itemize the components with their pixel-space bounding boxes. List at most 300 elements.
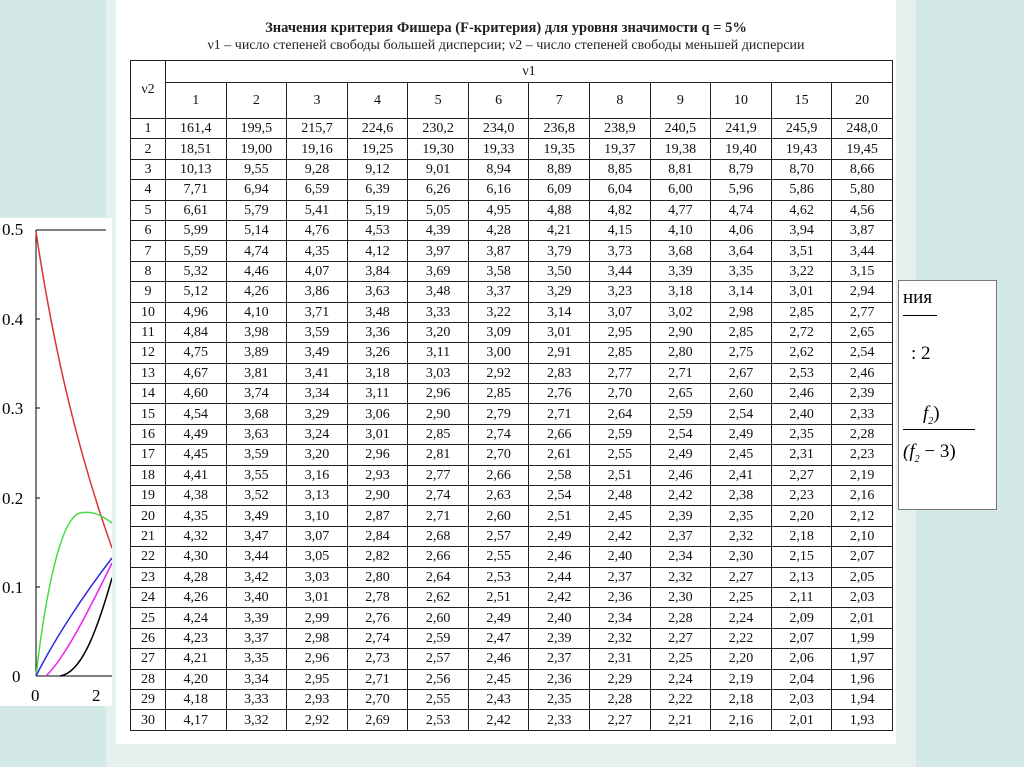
table-cell: 2,77 (832, 302, 893, 322)
table-cell: 4,74 (711, 200, 772, 220)
table-cell: 2,16 (832, 486, 893, 506)
table-cell: 5,05 (408, 200, 469, 220)
table-cell: 2,95 (590, 322, 651, 342)
table-cell: 4,06 (711, 220, 772, 240)
table-cell: 3,16 (287, 465, 348, 485)
table-cell: 8,81 (650, 159, 711, 179)
table-cell: 2,81 (408, 445, 469, 465)
table-cell: 19,00 (226, 139, 287, 159)
table-cell: 4,75 (166, 343, 227, 363)
table-cell: 2,74 (347, 628, 408, 648)
table-cell: 5,86 (771, 180, 832, 200)
header-row-v1 (131, 61, 893, 83)
table-cell: 2,95 (287, 669, 348, 689)
table-row (131, 139, 893, 159)
table-cell: 5,41 (287, 200, 348, 220)
table-cell: 19,35 (529, 139, 590, 159)
table-cell: 2,13 (771, 567, 832, 587)
table-cell: 3,86 (287, 282, 348, 302)
table-cell: 2,60 (711, 384, 772, 404)
table-row (131, 384, 893, 404)
table-cell: 2,91 (529, 343, 590, 363)
row-header-cell: 2 (131, 139, 166, 159)
table-cell: 9,01 (408, 159, 469, 179)
v2-header-cell: ν2 (131, 61, 166, 119)
table-cell: 3,01 (771, 282, 832, 302)
table-cell: 2,54 (711, 404, 772, 424)
table-row (131, 343, 893, 363)
table-cell: 2,54 (529, 486, 590, 506)
table-cell: 2,10 (832, 526, 893, 546)
table-cell: 4,56 (832, 200, 893, 220)
table-cell: 2,37 (590, 567, 651, 587)
table-cell: 1,97 (832, 649, 893, 669)
table-cell: 3,94 (771, 220, 832, 240)
table-row (131, 526, 893, 546)
table-cell: 3,44 (590, 261, 651, 281)
table-cell: 19,30 (408, 139, 469, 159)
table-cell: 3,22 (468, 302, 529, 322)
table-cell: 3,49 (287, 343, 348, 363)
table-cell: 2,71 (347, 669, 408, 689)
table-cell: 215,7 (287, 119, 348, 139)
table-cell: 2,63 (468, 486, 529, 506)
table-cell: 2,98 (287, 628, 348, 648)
row-header-cell: 3 (131, 159, 166, 179)
table-cell: 2,54 (650, 424, 711, 444)
table-cell: 2,42 (468, 710, 529, 730)
table-cell: 2,45 (711, 445, 772, 465)
table-cell: 4,35 (287, 241, 348, 261)
table-cell: 2,03 (832, 587, 893, 607)
table-cell: 5,12 (166, 282, 227, 302)
table-cell: 2,93 (287, 689, 348, 709)
table-cell: 2,69 (347, 710, 408, 730)
table-cell: 2,32 (650, 567, 711, 587)
table-cell: 19,33 (468, 139, 529, 159)
table-cell: 2,28 (832, 424, 893, 444)
table-row (131, 322, 893, 342)
table-cell: 4,54 (166, 404, 227, 424)
table-row (131, 445, 893, 465)
table-cell: 1,96 (832, 669, 893, 689)
table-row (131, 363, 893, 383)
row-header-cell: 5 (131, 200, 166, 220)
table-cell: 4,17 (166, 710, 227, 730)
table-cell: 2,64 (590, 404, 651, 424)
table-cell: 8,94 (468, 159, 529, 179)
table-cell: 2,22 (711, 628, 772, 648)
table-cell: 240,5 (650, 119, 711, 139)
table-cell: 4,82 (590, 200, 651, 220)
row-header-cell: 26 (131, 628, 166, 648)
table-cell: 3,14 (529, 302, 590, 322)
table-cell: 4,74 (226, 241, 287, 261)
table-row (131, 119, 893, 139)
table-cell: 2,24 (711, 608, 772, 628)
table-cell: 2,25 (711, 587, 772, 607)
table-cell: 3,47 (226, 526, 287, 546)
table-cell: 4,10 (650, 220, 711, 240)
table-cell: 3,03 (287, 567, 348, 587)
table-cell: 241,9 (711, 119, 772, 139)
row-header-cell: 7 (131, 241, 166, 261)
table-cell: 3,35 (226, 649, 287, 669)
table-cell: 2,40 (590, 547, 651, 567)
table-cell: 9,55 (226, 159, 287, 179)
formula-heading: ния (903, 287, 933, 308)
table-cell: 2,65 (650, 384, 711, 404)
green-curve (36, 512, 112, 676)
table-cell: 2,11 (771, 587, 832, 607)
table-cell: 2,46 (832, 363, 893, 383)
table-cell: 3,33 (226, 689, 287, 709)
table-cell: 9,28 (287, 159, 348, 179)
table-cell: 2,36 (529, 669, 590, 689)
table-cell: 2,53 (408, 710, 469, 730)
table-cell: 18,51 (166, 139, 227, 159)
plot-svg (0, 218, 112, 706)
table-cell: 2,49 (650, 445, 711, 465)
table-cell: 238,9 (590, 119, 651, 139)
table-cell: 2,33 (529, 710, 590, 730)
table-cell: 2,57 (468, 526, 529, 546)
table-cell: 2,80 (347, 567, 408, 587)
table-cell: 2,68 (408, 526, 469, 546)
table-cell: 3,20 (408, 322, 469, 342)
table-cell: 2,39 (650, 506, 711, 526)
table-cell: 2,31 (590, 649, 651, 669)
row-header-cell: 29 (131, 689, 166, 709)
table-row (131, 669, 893, 689)
table-cell: 4,28 (468, 220, 529, 240)
table-cell: 8,89 (529, 159, 590, 179)
table-row (131, 180, 893, 200)
row-header-cell: 10 (131, 302, 166, 322)
table-cell: 2,19 (832, 465, 893, 485)
table-cell: 6,94 (226, 180, 287, 200)
table-row (131, 567, 893, 587)
table-cell: 5,59 (166, 241, 227, 261)
table-cell: 2,60 (468, 506, 529, 526)
table-cell: 3,10 (287, 506, 348, 526)
table-cell: 2,27 (650, 628, 711, 648)
table-cell: 3,49 (226, 506, 287, 526)
table-cell: 3,41 (287, 363, 348, 383)
table-cell: 2,93 (347, 465, 408, 485)
table-cell: 2,18 (711, 689, 772, 709)
column-header-row (131, 83, 893, 119)
plot-y-tick: 0.2 (2, 489, 24, 508)
table-cell: 3,37 (226, 628, 287, 648)
table-cell: 2,61 (529, 445, 590, 465)
table-cell: 4,96 (166, 302, 227, 322)
table-cell: 2,27 (771, 465, 832, 485)
table-cell: 2,27 (590, 710, 651, 730)
red-curve (36, 232, 112, 548)
table-cell: 4,30 (166, 547, 227, 567)
table-cell: 3,87 (832, 220, 893, 240)
table-cell: 2,49 (711, 424, 772, 444)
formula-denominator-tail: − 3) (919, 441, 956, 462)
table-cell: 3,37 (468, 282, 529, 302)
formula-denominator-sub: 2 (914, 453, 920, 465)
table-cell: 2,62 (408, 587, 469, 607)
table-cell: 3,71 (287, 302, 348, 322)
table-cell: 4,76 (287, 220, 348, 240)
table-cell: 3,63 (226, 424, 287, 444)
table-cell: 4,26 (226, 282, 287, 302)
table-cell: 4,53 (347, 220, 408, 240)
table-cell: 3,11 (408, 343, 469, 363)
table-cell: 19,16 (287, 139, 348, 159)
table-cell: 8,85 (590, 159, 651, 179)
table-cell: 4,60 (166, 384, 227, 404)
table-cell: 3,63 (347, 282, 408, 302)
table-cell: 3,68 (226, 404, 287, 424)
plot-y-tick: 0.1 (2, 578, 24, 597)
table-cell: 1,99 (832, 628, 893, 648)
table-cell: 2,42 (650, 486, 711, 506)
table-cell: 3,00 (468, 343, 529, 363)
table-cell: 4,24 (166, 608, 227, 628)
table-cell: 3,20 (287, 445, 348, 465)
column-header-cell: 8 (590, 83, 651, 119)
formula-numerator-tail: ) (933, 403, 940, 424)
table-cell: 2,37 (529, 649, 590, 669)
plot-y-tick: 0.3 (2, 399, 24, 418)
table-cell: 2,65 (832, 322, 893, 342)
table-row (131, 587, 893, 607)
table-cell: 6,26 (408, 180, 469, 200)
table-cell: 2,74 (408, 486, 469, 506)
table-cell: 3,40 (226, 587, 287, 607)
table-cell: 2,85 (408, 424, 469, 444)
table-cell: 3,11 (347, 384, 408, 404)
table-cell: 3,89 (226, 343, 287, 363)
table-cell: 3,35 (711, 261, 772, 281)
table-cell: 2,21 (650, 710, 711, 730)
table-cell: 4,84 (166, 322, 227, 342)
table-title: Значения критерия Фишера (F-критерия) для уровня значимости q = 5% (265, 20, 747, 36)
table-cell: 6,00 (650, 180, 711, 200)
table-cell: 2,54 (832, 343, 893, 363)
table-cell: 2,42 (590, 526, 651, 546)
table-cell: 224,6 (347, 119, 408, 139)
table-cell: 10,13 (166, 159, 227, 179)
table-cell: 19,37 (590, 139, 651, 159)
table-cell: 6,59 (287, 180, 348, 200)
table-cell: 3,44 (226, 547, 287, 567)
table-cell: 2,90 (347, 486, 408, 506)
table-cell: 2,55 (590, 445, 651, 465)
row-header-cell: 9 (131, 282, 166, 302)
table-cell: 5,19 (347, 200, 408, 220)
row-header-cell: 27 (131, 649, 166, 669)
table-body (131, 61, 893, 731)
table-cell: 2,04 (771, 669, 832, 689)
table-row (131, 547, 893, 567)
table-cell: 3,64 (711, 241, 772, 261)
row-header-cell: 6 (131, 220, 166, 240)
table-row (131, 424, 893, 444)
row-header-cell: 20 (131, 506, 166, 526)
formula-numerator (923, 403, 940, 427)
table-row (131, 261, 893, 281)
table-row (131, 282, 893, 302)
table-row (131, 649, 893, 669)
table-cell: 2,83 (529, 363, 590, 383)
table-cell: 2,66 (529, 424, 590, 444)
table-cell: 2,51 (468, 587, 529, 607)
table-cell: 4,07 (287, 261, 348, 281)
table-cell: 4,95 (468, 200, 529, 220)
table-cell: 4,12 (347, 241, 408, 261)
formula-numerator-f: f (923, 403, 929, 424)
table-cell: 3,33 (408, 302, 469, 322)
table-cell: 4,21 (166, 649, 227, 669)
table-cell: 2,55 (468, 547, 529, 567)
table-cell: 8,70 (771, 159, 832, 179)
table-cell: 3,07 (287, 526, 348, 546)
table-cell: 2,59 (590, 424, 651, 444)
table-cell: 248,0 (832, 119, 893, 139)
table-cell: 2,37 (650, 526, 711, 546)
table-cell: 3,03 (408, 363, 469, 383)
table-cell: 2,58 (529, 465, 590, 485)
table-cell: 2,29 (590, 669, 651, 689)
table-cell: 4,67 (166, 363, 227, 383)
row-header-cell: 18 (131, 465, 166, 485)
table-cell: 3,84 (347, 261, 408, 281)
table-cell: 3,81 (226, 363, 287, 383)
plot-y-tick: 0.5 (2, 220, 24, 239)
table-cell: 2,49 (529, 526, 590, 546)
table-cell: 6,04 (590, 180, 651, 200)
table-cell: 4,18 (166, 689, 227, 709)
table-cell: 234,0 (468, 119, 529, 139)
table-cell: 2,42 (529, 587, 590, 607)
v1-header-cell: ν1 (166, 61, 893, 83)
row-header-cell: 30 (131, 710, 166, 730)
distribution-plot (0, 218, 112, 706)
table-cell: 2,84 (347, 526, 408, 546)
row-header-cell: 25 (131, 608, 166, 628)
table-cell: 2,96 (287, 649, 348, 669)
table-cell: 19,43 (771, 139, 832, 159)
table-cell: 2,46 (529, 547, 590, 567)
table-cell: 19,38 (650, 139, 711, 159)
table-cell: 2,79 (468, 404, 529, 424)
table-cell: 2,53 (771, 363, 832, 383)
table-cell: 2,60 (408, 608, 469, 628)
column-header-cell: 2 (226, 83, 287, 119)
table-cell: 2,70 (468, 445, 529, 465)
table-cell: 236,8 (529, 119, 590, 139)
table-cell: 3,24 (287, 424, 348, 444)
table-subtitle: ν1 – число степеней свободы большей дисперсии; ν2 – число степеней свободы меньшей дисперсии (207, 38, 805, 53)
table-row (131, 404, 893, 424)
table-cell: 2,46 (468, 649, 529, 669)
table-cell: 2,70 (590, 384, 651, 404)
table-cell: 4,35 (166, 506, 227, 526)
column-header-cell: 9 (650, 83, 711, 119)
formula-denominator-f: (f (903, 441, 915, 462)
table-cell: 2,05 (832, 567, 893, 587)
table-cell: 3,13 (287, 486, 348, 506)
formula-box (898, 280, 997, 510)
column-header-cell: 15 (771, 83, 832, 119)
table-row (131, 486, 893, 506)
table-cell: 3,48 (347, 302, 408, 322)
formula-numerator-sub: 2 (928, 415, 934, 427)
table-cell: 3,68 (650, 241, 711, 261)
row-header-cell: 24 (131, 587, 166, 607)
table-cell: 3,44 (832, 241, 893, 261)
table-cell: 3,36 (347, 322, 408, 342)
table-cell: 2,74 (468, 424, 529, 444)
table-cell: 2,64 (408, 567, 469, 587)
table-cell: 2,19 (711, 669, 772, 689)
table-row (131, 302, 893, 322)
table-cell: 19,25 (347, 139, 408, 159)
column-header-cell: 6 (468, 83, 529, 119)
table-cell: 2,85 (468, 384, 529, 404)
table-cell: 2,45 (590, 506, 651, 526)
table-cell: 5,99 (166, 220, 227, 240)
table-cell: 6,39 (347, 180, 408, 200)
table-cell: 2,76 (529, 384, 590, 404)
table-cell: 2,77 (408, 465, 469, 485)
table-row (131, 628, 893, 648)
table-row (131, 689, 893, 709)
table-cell: 2,23 (771, 486, 832, 506)
table-cell: 2,32 (711, 526, 772, 546)
table-row (131, 159, 893, 179)
table-cell: 4,88 (529, 200, 590, 220)
table-cell: 2,96 (408, 384, 469, 404)
table-cell: 6,61 (166, 200, 227, 220)
table-cell: 2,30 (650, 587, 711, 607)
row-header-cell: 22 (131, 547, 166, 567)
table-cell: 6,09 (529, 180, 590, 200)
table-cell: 2,73 (347, 649, 408, 669)
table-cell: 2,46 (650, 465, 711, 485)
table-cell: 19,45 (832, 139, 893, 159)
table-cell: 2,40 (529, 608, 590, 628)
table-cell: 4,10 (226, 302, 287, 322)
row-header-cell: 16 (131, 424, 166, 444)
table-cell: 4,15 (590, 220, 651, 240)
table-cell: 3,07 (590, 302, 651, 322)
row-header-cell: 21 (131, 526, 166, 546)
table-row (131, 506, 893, 526)
table-cell: 3,14 (711, 282, 772, 302)
table-cell: 2,82 (347, 547, 408, 567)
table-cell: 2,71 (529, 404, 590, 424)
table-cell: 2,07 (832, 547, 893, 567)
formula-rule (903, 315, 937, 316)
table-cell: 2,46 (771, 384, 832, 404)
table-cell: 2,44 (529, 567, 590, 587)
table-cell: 3,79 (529, 241, 590, 261)
row-header-cell: 1 (131, 119, 166, 139)
table-cell: 3,23 (590, 282, 651, 302)
formula-denominator (903, 441, 956, 465)
table-cell: 2,35 (529, 689, 590, 709)
table-cell: 2,23 (832, 445, 893, 465)
table-cell: 2,39 (832, 384, 893, 404)
